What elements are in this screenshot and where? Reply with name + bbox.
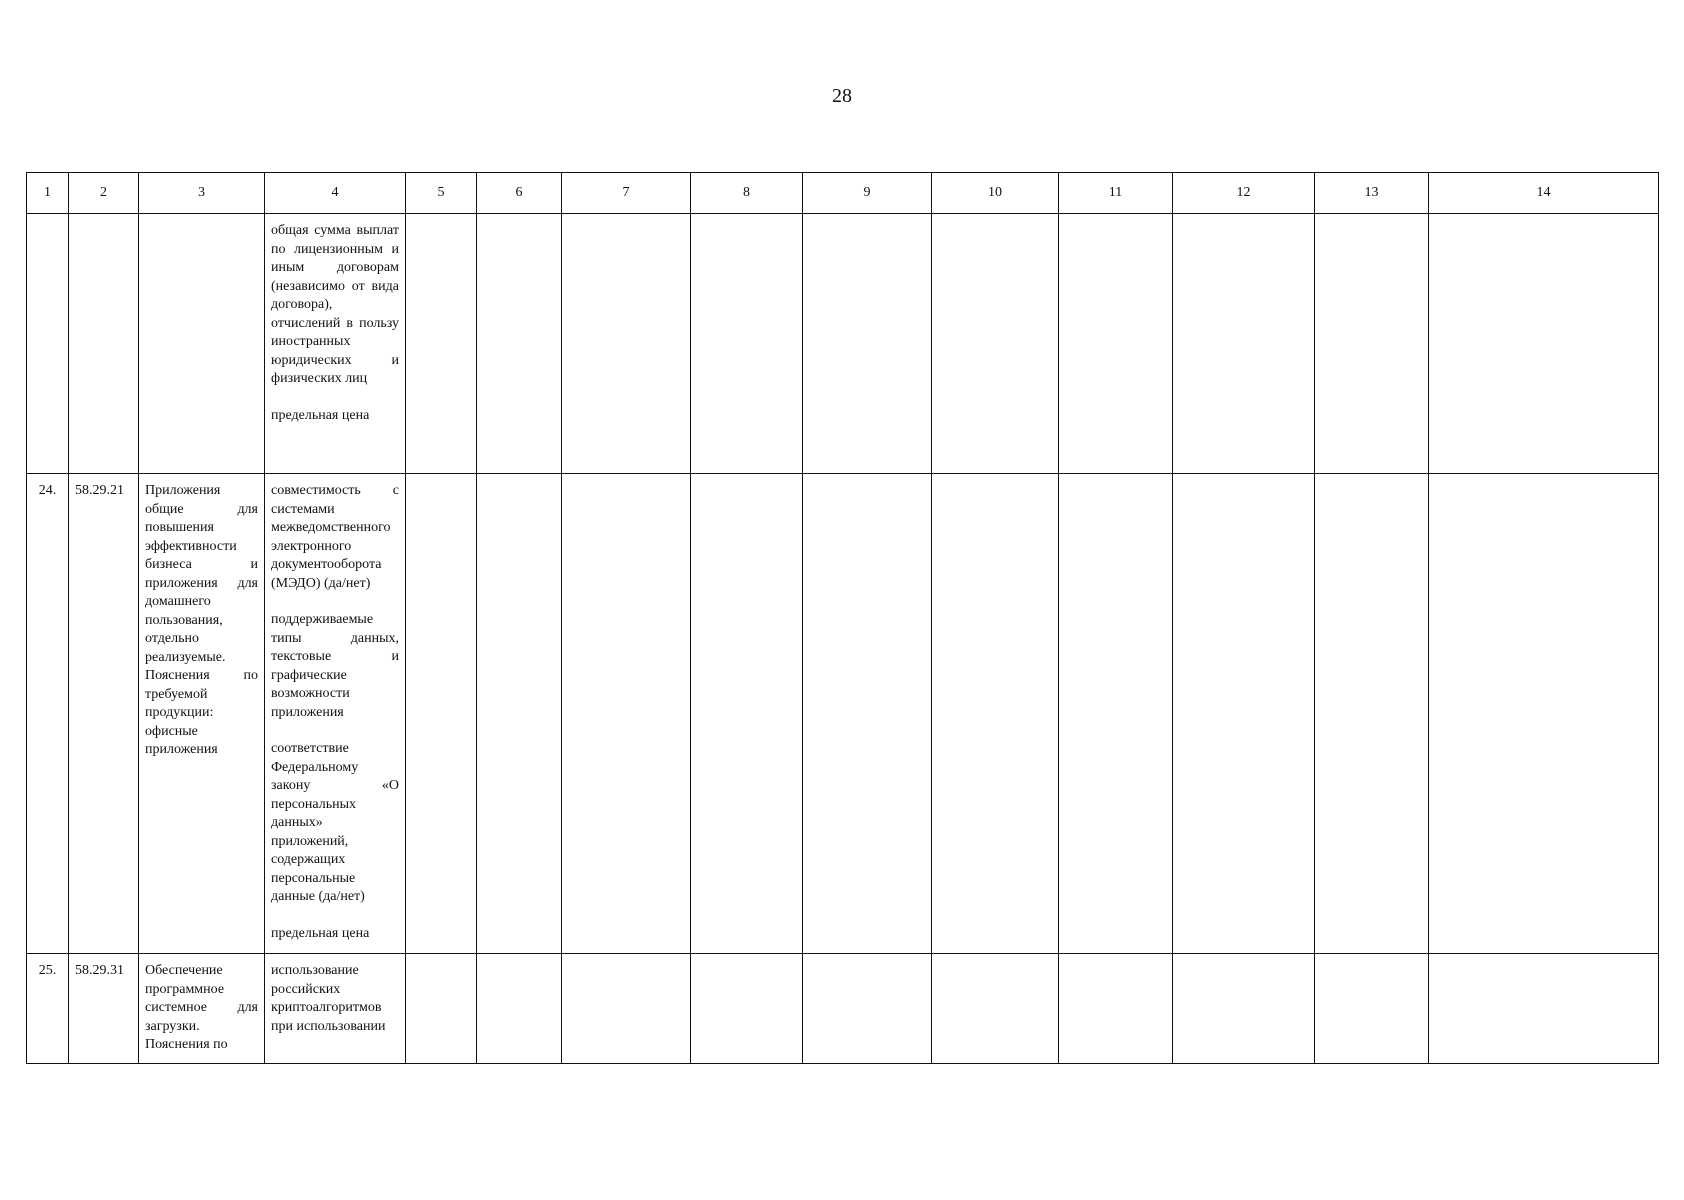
column-header: 11 <box>1059 173 1173 214</box>
empty-cell <box>1059 474 1173 954</box>
column-header: 12 <box>1173 173 1315 214</box>
column-header: 2 <box>69 173 139 214</box>
empty-cell <box>932 954 1059 1064</box>
empty-cell <box>1315 214 1429 474</box>
product-name-cell: Приложения общие для повышения эффективности бизнеса и приложения для домашнего пользования, отдельно реализуемые. Пояснения по требуемой продукции: офисные приложения <box>139 474 265 954</box>
empty-cell <box>1059 954 1173 1064</box>
empty-cell <box>1173 954 1315 1064</box>
column-header: 1 <box>27 173 69 214</box>
empty-cell <box>562 474 691 954</box>
column-header: 8 <box>691 173 803 214</box>
empty-cell <box>1315 954 1429 1064</box>
row-number-cell <box>27 214 69 474</box>
empty-cell <box>477 954 562 1064</box>
empty-cell <box>1059 214 1173 474</box>
empty-cell <box>803 474 932 954</box>
empty-cell <box>803 954 932 1064</box>
table-row <box>27 954 1659 1064</box>
characteristics-cell <box>265 954 406 1064</box>
empty-cell <box>406 954 477 1064</box>
characteristic-text: поддерживаемые типы данных, текстовые и графические возможности приложения <box>271 612 399 720</box>
empty-cell <box>803 214 932 474</box>
empty-cell <box>1429 214 1659 474</box>
characteristic-text: соответствие Федеральному закону «О персональных данных» приложений, содержащих персональные данные (да/нет) <box>271 741 399 904</box>
empty-cell <box>406 474 477 954</box>
okpd-code-cell <box>69 214 139 474</box>
empty-cell <box>562 214 691 474</box>
requirements-table <box>26 172 1659 1064</box>
characteristic-text: предельная цена <box>271 407 370 423</box>
empty-cell <box>562 954 691 1064</box>
empty-cell <box>1429 474 1659 954</box>
okpd-code-cell: 58.29.21 <box>69 474 139 954</box>
empty-cell <box>691 954 803 1064</box>
empty-cell <box>477 474 562 954</box>
empty-cell <box>406 214 477 474</box>
okpd-code-cell: 58.29.31 <box>69 954 139 1064</box>
empty-cell <box>932 474 1059 954</box>
column-header: 14 <box>1429 173 1659 214</box>
empty-cell <box>1173 214 1315 474</box>
table-row <box>27 214 1659 474</box>
page-number: 28 <box>832 85 852 107</box>
characteristic-text: использование российских криптоалгоритмов при использовании <box>271 963 386 1034</box>
characteristic-text: предельная цена <box>271 925 370 941</box>
column-header: 4 <box>265 173 406 214</box>
row-number-cell: 24. <box>27 474 69 954</box>
empty-cell <box>1173 474 1315 954</box>
row-number-cell: 25. <box>27 954 69 1064</box>
characteristic-text: совместимость с системами межведомственного электронного документооборота (МЭДО) (да/нет) <box>271 483 399 591</box>
product-name-cell <box>139 214 265 474</box>
column-header: 3 <box>139 173 265 214</box>
product-name-cell: Обеспечение программное системное для загрузки. Пояснения по <box>139 954 265 1064</box>
characteristics-cell <box>265 474 406 954</box>
column-header: 13 <box>1315 173 1429 214</box>
column-header: 9 <box>803 173 932 214</box>
characteristics-cell <box>265 214 406 474</box>
characteristic-text: общая сумма выплат по лицензионным и иным договорам (независимо от вида договора), отчислений в пользу иностранных юридических и физических лиц <box>271 223 399 386</box>
empty-cell <box>1429 954 1659 1064</box>
empty-cell <box>1315 474 1429 954</box>
empty-cell <box>691 214 803 474</box>
column-header: 10 <box>932 173 1059 214</box>
column-header: 5 <box>406 173 477 214</box>
empty-cell <box>932 214 1059 474</box>
empty-cell <box>691 474 803 954</box>
table-header-row <box>27 173 1659 214</box>
empty-cell <box>477 214 562 474</box>
column-header: 6 <box>477 173 562 214</box>
column-header: 7 <box>562 173 691 214</box>
table-row <box>27 474 1659 954</box>
